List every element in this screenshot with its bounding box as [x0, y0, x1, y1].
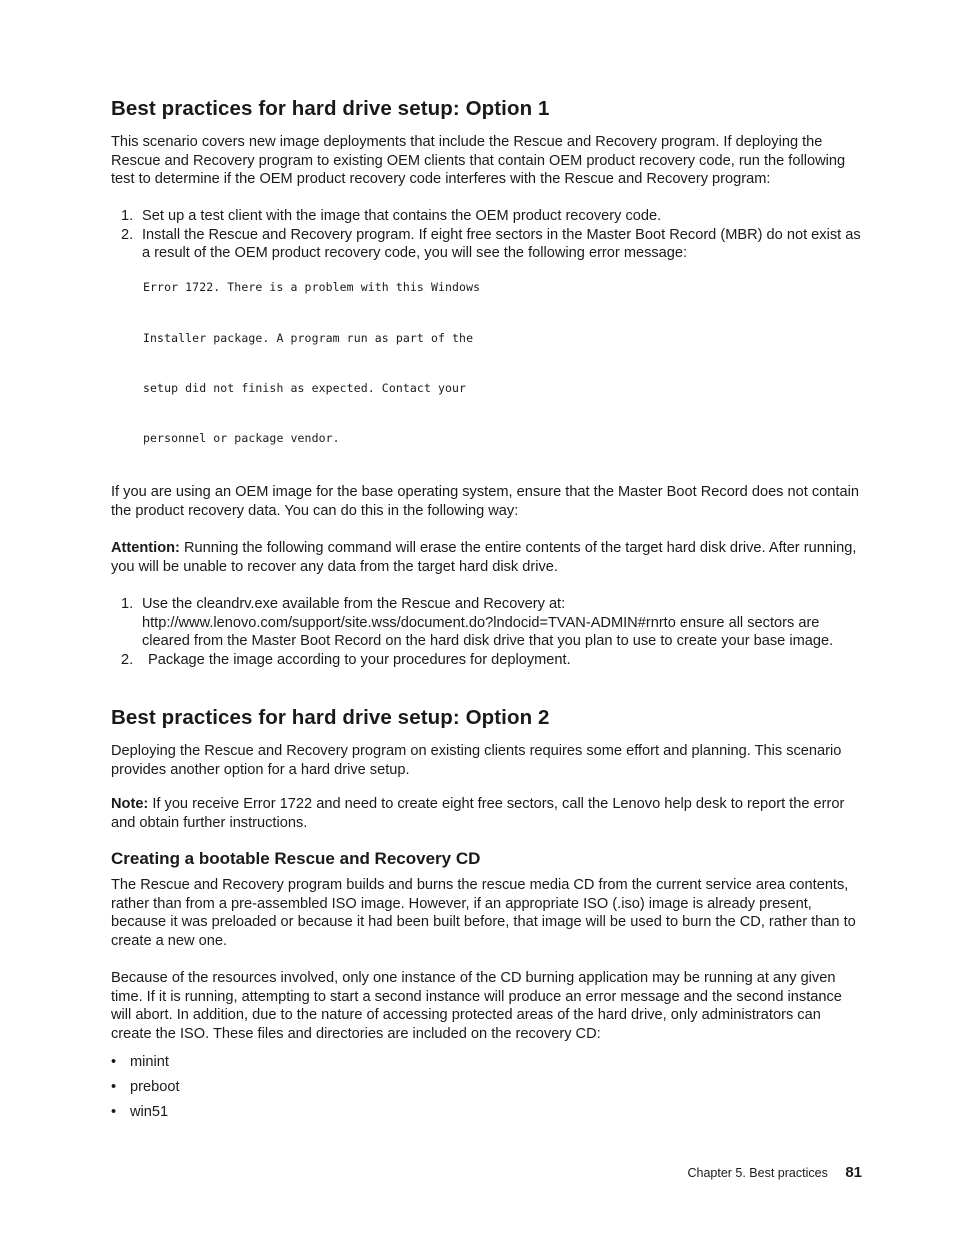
- bullet: •: [111, 1104, 117, 1120]
- bullet: •: [111, 1079, 117, 1095]
- recovery-cd-contents-list: [111, 1053, 180, 1128]
- list-number: 2.: [121, 226, 134, 243]
- list-number: 2.: [121, 652, 134, 669]
- section-heading-option-2: Best practices for hard drive setup: Option 2: [111, 706, 550, 729]
- list-text: Install the Rescue and Recovery program. If eight free sectors in the Master Boot Record (MBR) do not exist as a result of the OEM product recovery code, you will see the following error message:: [142, 226, 861, 262]
- error-message-line: Installer package. A program run as part of the: [143, 331, 474, 345]
- attention-label: Attention:: [111, 540, 180, 556]
- page-number: 81: [845, 1164, 862, 1181]
- attention-paragraph: [111, 539, 863, 576]
- section-heading-option-1: Best practices for hard drive setup: Option 1: [111, 97, 550, 120]
- option-2-intro: Deploying the Rescue and Recovery program on existing clients requires some effort and planning. This scenario provides another option for a hard drive setup.: [111, 743, 842, 778]
- oem-image-paragraph: If you are using an OEM image for the base operating system, ensure that the Master Boot Record does not contain the product recovery data. You can do this in the following way:: [111, 484, 859, 519]
- cd-build-paragraph: The Rescue and Recovery program builds and burns the rescue media CD from the current service area contents, rather than from a pre-assembled ISO image. However, if an appropriate ISO (.iso) image is already present, because it was preloaded or because it had been built before, that image will be used to burn the CD, rather than to create a new one.: [111, 877, 856, 950]
- list-text: Use the cleandrv.exe available from the Rescue and Recovery at: http://www.lenovo.com/support/site.wss/document.do?lndocid=TVAN-ADMIN#rnrto ensure all sectors are cleared from the Master Boot Record on the hard disk drive that you plan to use to create your base image.: [142, 596, 834, 650]
- list-text: win51: [130, 1104, 169, 1120]
- test-steps-list: [111, 207, 863, 263]
- attention-text: Running the following command will erase the entire contents of the target hard disk drive. After running, you will be unable to recover any data from the target hard disk drive.: [111, 540, 857, 575]
- list-text: preboot: [130, 1079, 180, 1095]
- note-label: Note:: [111, 796, 149, 812]
- intro-paragraph: This scenario covers new image deployments that include the Rescue and Recovery program. If deploying the Rescue and Recovery program to existing OEM clients that contain OEM product recovery code, run the following test to determine if the OEM product recovery code interferes with the Rescue and Recovery program:: [111, 134, 846, 188]
- list-item: [111, 207, 863, 226]
- error-message-line: setup did not finish as expected. Contact your: [143, 381, 467, 395]
- list-text: Set up a test client with the image that contains the OEM product recovery code.: [142, 208, 662, 224]
- list-item: [111, 1078, 180, 1103]
- list-text: minint: [130, 1054, 169, 1070]
- section-heading-bootable-cd: Creating a bootable Rescue and Recovery CD: [111, 849, 481, 868]
- list-number: 1.: [121, 208, 134, 224]
- page-footer: [0, 1164, 862, 1181]
- cd-instance-paragraph: Because of the resources involved, only one instance of the CD burning application may be running at any given time. If it is running, attempting to start a second instance will produce an error message and the second instance will abort. In addition, due to the nature of accessing protected areas of the hard drive, only administrators can create the ISO. These files and directories are included on the recovery CD:: [111, 970, 842, 1043]
- list-item: [111, 1103, 180, 1128]
- note-paragraph: [111, 795, 863, 832]
- bullet: •: [111, 1054, 117, 1070]
- list-item: [111, 651, 863, 670]
- list-item: [111, 1053, 180, 1078]
- list-number: 1.: [121, 596, 134, 612]
- list-text: Package the image according to your procedures for deployment.: [148, 652, 571, 669]
- list-item: [111, 226, 863, 263]
- cleandrv-steps-list: [111, 595, 863, 670]
- list-item: [111, 595, 863, 651]
- error-message-line: Error 1722. There is a problem with this Windows: [143, 280, 481, 294]
- footer-chapter: Chapter 5. Best practices: [687, 1166, 828, 1180]
- note-text: If you receive Error 1722 and need to create eight free sectors, call the Lenovo help desk to report the error and obtain further instructions.: [111, 796, 845, 831]
- error-message-line: personnel or package vendor.: [143, 431, 340, 445]
